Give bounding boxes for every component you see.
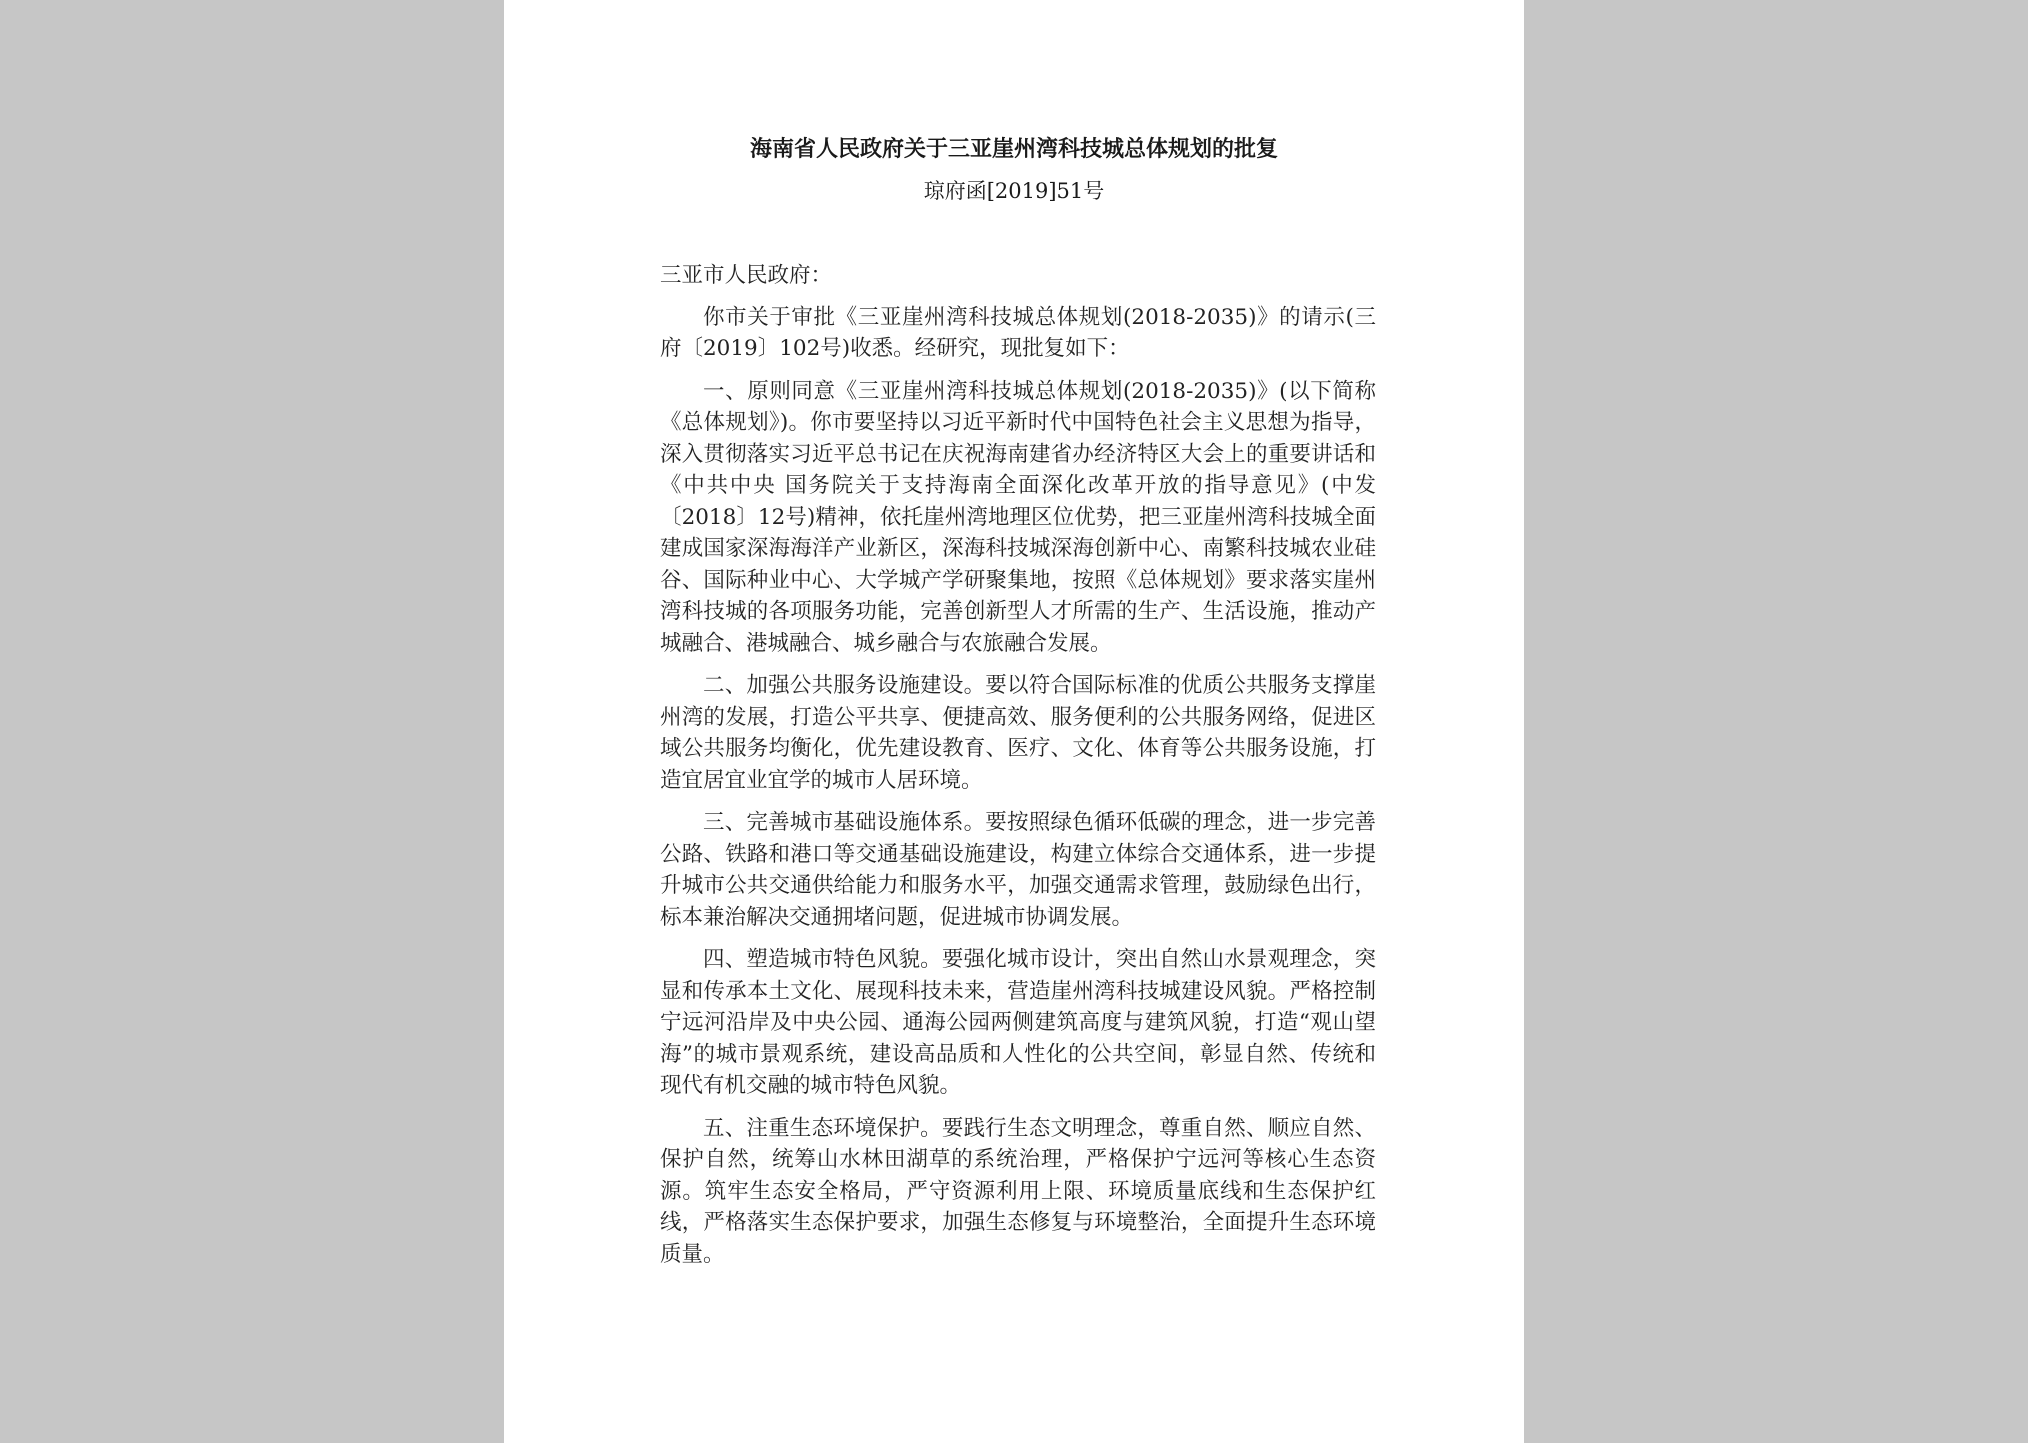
document-body [660, 260, 1376, 1281]
paragraph-3: 三、完善城市基础设施体系。要按照绿色循环低碳的理念，进一步完善公路、铁路和港口等交通基础设施建设，构建立体综合交通体系，进一步提升城市公共交通供给能力和服务水平，加强交通需求管理，鼓励绿色出行，标本兼治解决交通拥堵问题，促进城市协调发展。 [660, 810, 1376, 930]
document-page [504, 0, 1524, 1443]
paragraph-intro: 你市关于审批《三亚崖州湾科技城总体规划(2018-2035)》的请示(三府〔2019〕102号)收悉。经研究，现批复如下： [660, 304, 1376, 361]
salutation: 三亚市人民政府： [660, 263, 833, 288]
paragraph-4: 四、塑造城市特色风貌。要强化城市设计，突出自然山水景观理念，突显和传承本土文化、展现科技未来，营造崖州湾科技城建设风貌。严格控制宁远河沿岸及中央公园、通海公园两侧建筑高度与建筑风貌，打造“观山望海”的城市景观系统，建设高品质和人性化的公共空间，彰显自然、传统和现代有机交融的城市特色风貌。 [660, 947, 1376, 1098]
paragraph-2: 二、加强公共服务设施建设。要以符合国际标准的优质公共服务支撑崖州湾的发展，打造公平共享、便捷高效、服务便利的公共服务网络，促进区域公共服务均衡化，优先建设教育、医疗、文化、体育等公共服务设施，打造宜居宜业宜学的城市人居环境。 [660, 673, 1376, 793]
document-title: 海南省人民政府关于三亚崖州湾科技城总体规划的批复 [749, 136, 1278, 162]
paragraph-1: 一、原则同意《三亚崖州湾科技城总体规划(2018-2035)》(以下简称《总体规划》)。你市要坚持以习近平新时代中国特色社会主义思想为指导，深入贯彻落实习近平总书记在庆祝海南建省办经济特区大会上的重要讲话和《中共中央 国务院关于支持海南全面深化改革开放的指导意见》(中发〔2018〕12号)精神，依托崖州湾地理区位优势，把三亚崖州湾科技城全面建成国家深海海洋产业新区，深海科技城深海创新中心、南繁科技城农业硅谷、国际种业中心、大学城产学研聚集地，按照《总体规划》要求落实崖州湾科技城的各项服务功能，完善创新型人才所需的生产、生活设施，推动产城融合、港城融合、城乡融合与农旅融合发展。 [660, 378, 1376, 656]
paragraph-5: 五、注重生态环境保护。要践行生态文明理念，尊重自然、顺应自然、保护自然，统筹山水林田湖草的系统治理，严格保护宁远河等核心生态资源。筑牢生态安全格局，严守资源利用上限、环境质量底线和生态保护红线，严格落实生态保护要求，加强生态修复与环境整治，全面提升生态环境质量。 [660, 1115, 1376, 1267]
document-number: 琼府函[2019]51号 [923, 179, 1105, 203]
